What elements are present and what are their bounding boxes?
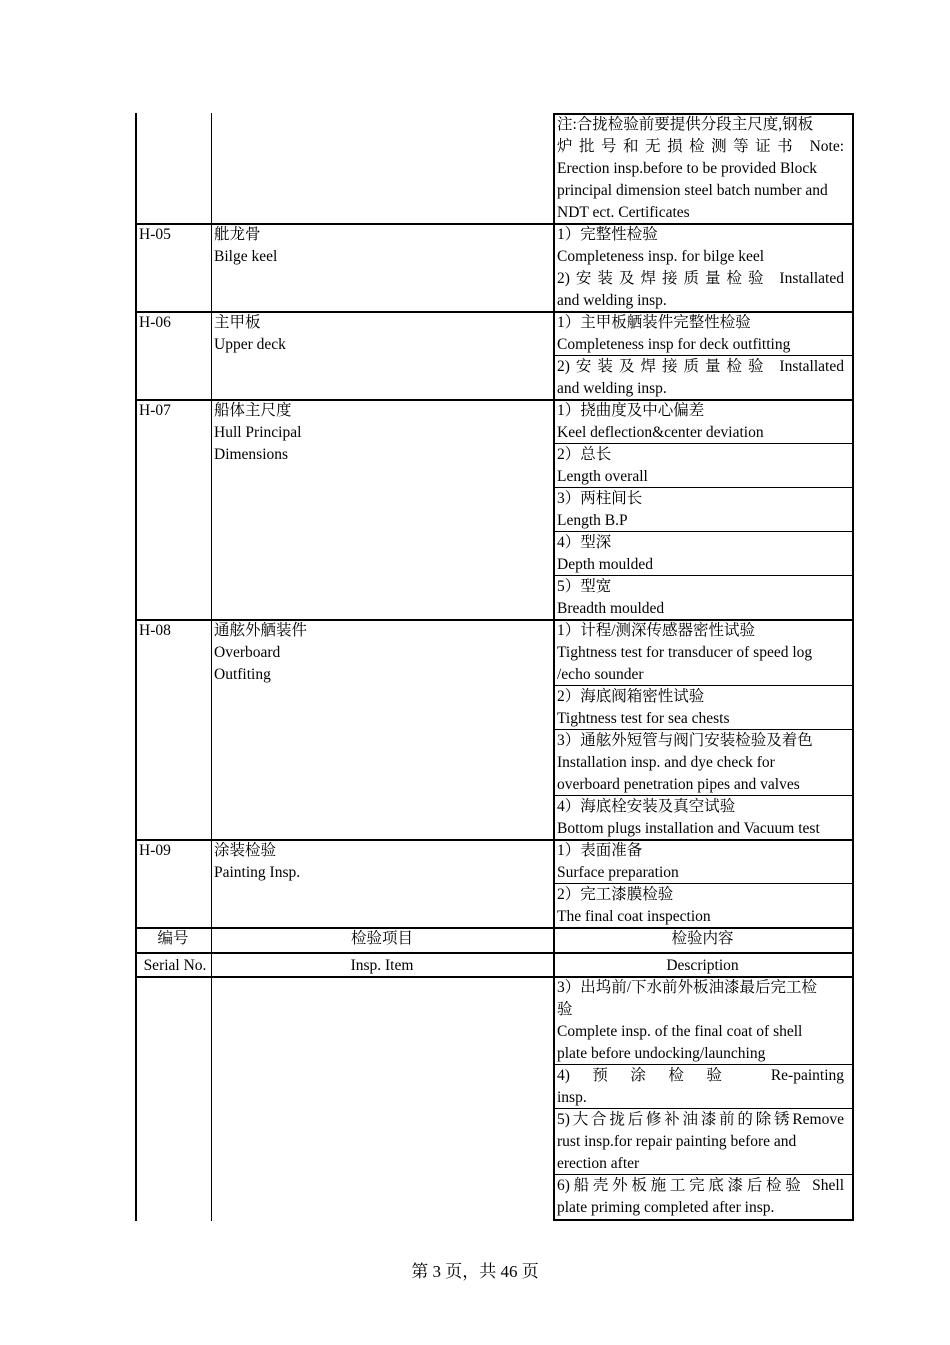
description-line: Erection insp.before to be provided Block bbox=[557, 160, 817, 177]
item-en: Painting Insp. bbox=[214, 864, 301, 881]
description-line: Tightness test for sea chests bbox=[557, 710, 730, 727]
description-line: 4)预涂检验 Re-painting bbox=[557, 1067, 844, 1084]
header-item-en: Insp. Item bbox=[350, 957, 414, 974]
description-line: 4）型深 bbox=[557, 534, 612, 551]
serial-no: H-06 bbox=[139, 314, 171, 331]
description-line: 2）完工漆膜检验 bbox=[557, 886, 674, 903]
description-line: Tightness test for transducer of speed log bbox=[557, 644, 813, 661]
page-footer: 第 3 页，共 46 页 bbox=[411, 1262, 539, 1281]
description-line: NDT ect. Certificates bbox=[557, 204, 690, 221]
description-line: 5)大合拢后修补油漆前的除锈Remove bbox=[557, 1111, 844, 1128]
description-line: 3）两柱间长 bbox=[557, 490, 643, 507]
description-line: Bottom plugs installation and Vacuum test bbox=[557, 820, 820, 837]
description-line: principal dimension steel batch number and bbox=[557, 182, 828, 199]
table-rule bbox=[135, 952, 853, 954]
description-line: 2)安装及焊接质量检验 Installated bbox=[557, 270, 844, 287]
description-line: Length B.P bbox=[557, 512, 628, 529]
description-line: 验 bbox=[557, 1001, 573, 1018]
description-line: 2)安装及焊接质量检验 Installated bbox=[557, 358, 844, 375]
header-serial-en: Serial No. bbox=[143, 957, 207, 974]
description-line: 2）海底阀箱密性试验 bbox=[557, 688, 705, 705]
table-rule bbox=[553, 1219, 853, 1221]
description-line: 4）海底栓安装及真空试验 bbox=[557, 798, 736, 815]
description-line: 1）挠曲度及中心偏差 bbox=[557, 402, 705, 419]
description-line: plate before undocking/launching bbox=[557, 1045, 766, 1062]
description-line: plate priming completed after insp. bbox=[557, 1199, 775, 1216]
description-line: 炉批号和无损检测等证书 Note: bbox=[557, 138, 844, 155]
item-en: Hull Principal Dimensions bbox=[214, 424, 302, 463]
description-line: 1）完整性检验 bbox=[557, 226, 658, 243]
description-line: Surface preparation bbox=[557, 864, 679, 881]
description-line: insp. bbox=[557, 1089, 587, 1106]
item-cn: 涂装检验 bbox=[214, 842, 277, 859]
serial-no: H-08 bbox=[139, 622, 171, 639]
description-line: Completeness insp for deck outfitting bbox=[557, 336, 791, 353]
description-line: 1）主甲板舾装件完整性检验 bbox=[557, 314, 751, 331]
description-line: Breadth moulded bbox=[557, 600, 665, 617]
table-rule bbox=[135, 113, 137, 1221]
description-line: Length overall bbox=[557, 468, 648, 485]
description-line: Completeness insp. for bilge keel bbox=[557, 248, 765, 265]
description-line: erection after bbox=[557, 1155, 640, 1172]
description-line: 注:合拢检验前要提供分段主尺度,钢板 bbox=[557, 116, 814, 133]
header-item-cn: 检验项目 bbox=[350, 930, 413, 947]
description-line: 1）表面准备 bbox=[557, 842, 643, 859]
description-line: 3）出坞前/下水前外板油漆最后完工检 bbox=[557, 979, 818, 996]
description-line: 5）型宽 bbox=[557, 578, 612, 595]
description-line: and welding insp. bbox=[557, 292, 667, 309]
description-line: 3）通舷外短管与阀门安装检验及着色 bbox=[557, 732, 813, 749]
description-line: The final coat inspection bbox=[557, 908, 711, 925]
header-desc-en: Description bbox=[666, 957, 739, 974]
description-line: Depth moulded bbox=[557, 556, 653, 573]
table-rule bbox=[553, 113, 555, 1221]
description-line: 2）总长 bbox=[557, 446, 612, 463]
description-line: Complete insp. of the final coat of shell bbox=[557, 1023, 803, 1040]
item-cn: 主甲板 bbox=[214, 314, 261, 331]
item-en: Overboard Outfiting bbox=[214, 644, 281, 683]
serial-no: H-05 bbox=[139, 226, 171, 243]
description-line: rust insp.for repair painting before and bbox=[557, 1133, 797, 1150]
item-cn: 船体主尺度 bbox=[214, 402, 292, 419]
serial-no: H-09 bbox=[139, 842, 171, 859]
description-line: 1）计程/测深传感器密性试验 bbox=[557, 622, 756, 639]
header-serial-cn: 编号 bbox=[157, 930, 189, 947]
table-rule bbox=[211, 113, 212, 1221]
item-cn: 舭龙骨 bbox=[214, 226, 261, 243]
description-line: /echo sounder bbox=[557, 666, 644, 683]
item-cn: 通舷外舾装件 bbox=[214, 622, 308, 639]
serial-no: H-07 bbox=[139, 402, 171, 419]
item-en: Bilge keel bbox=[214, 248, 278, 265]
description-line: Installation insp. and dye check for bbox=[557, 754, 775, 771]
description-line: Keel deflection&center deviation bbox=[557, 424, 764, 441]
description-line: 6)船壳外板施工完底漆后检验 Shell bbox=[557, 1177, 844, 1194]
header-desc-cn: 检验内容 bbox=[671, 930, 734, 947]
description-line: overboard penetration pipes and valves bbox=[557, 776, 800, 793]
description-line: and welding insp. bbox=[557, 380, 667, 397]
item-en: Upper deck bbox=[214, 336, 286, 353]
table-rule bbox=[852, 113, 854, 1221]
